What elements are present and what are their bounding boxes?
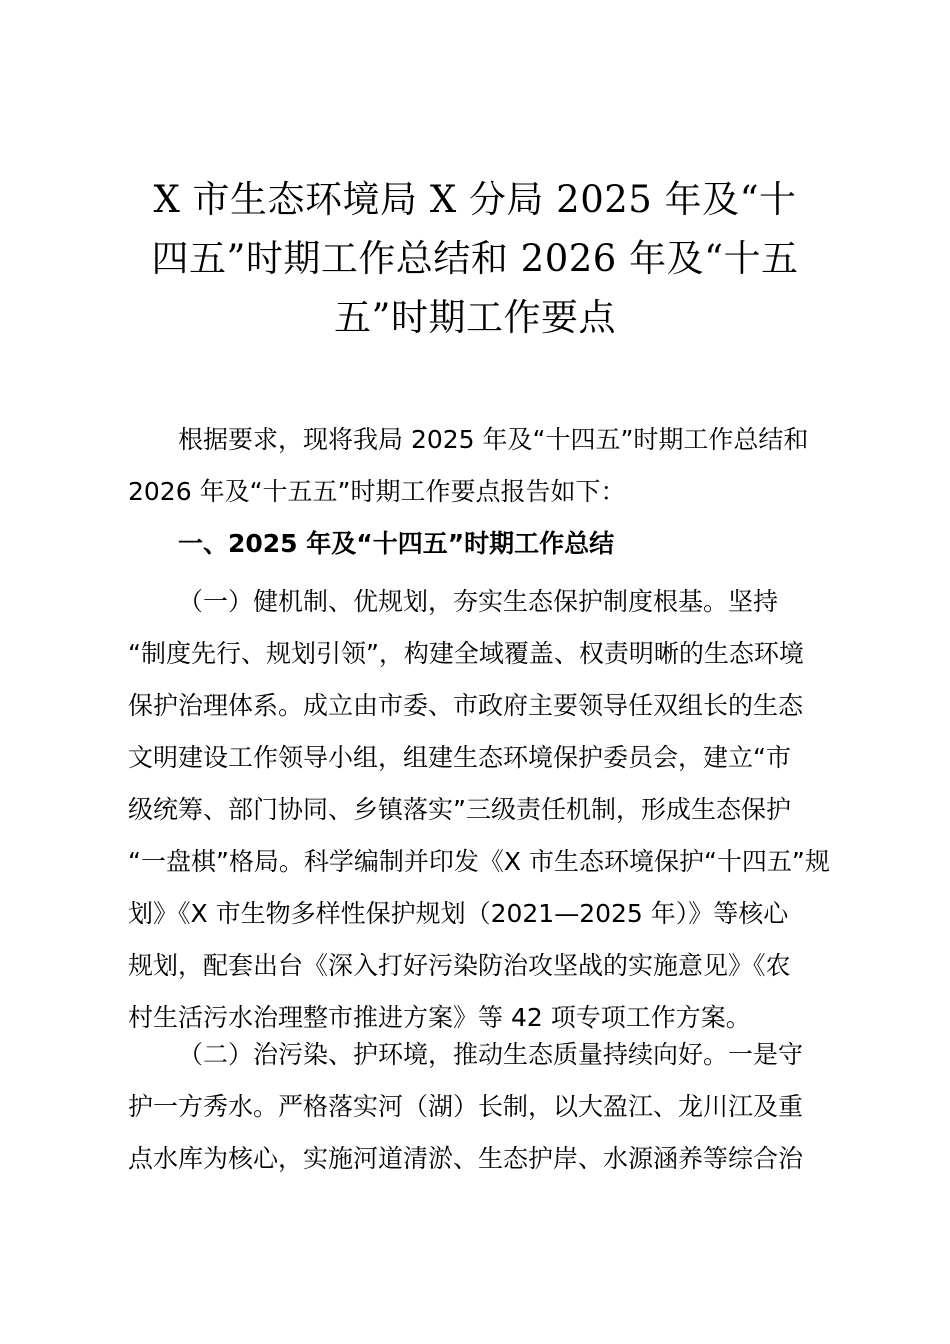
text-line: 护一方秀水。严格落实河（湖）长制，以大盈江、龙川江及重 <box>128 1092 804 1121</box>
text-line: 规划，配套出台《深入打好污染防治攻坚战的实施意见》《农 <box>128 951 791 980</box>
text-line: 根据要求，现将我局 2025 年及“十四五”时期工作总结和 <box>178 425 809 454</box>
text-line: 保护治理体系。成立由市委、市政府主要领导任双组长的生态 <box>128 691 804 720</box>
text-line: 划》《X 市生物多样性保护规划（2021—2025 年）》等核心 <box>128 899 789 928</box>
section-heading <box>128 518 828 570</box>
document-title <box>120 170 830 347</box>
text-line: 村生活污水治理整市推进方案》等 42 项专项工作方案。 <box>128 1003 751 1032</box>
title-line: X 市生态环境局 X 分局 2025 年及“十 <box>153 178 797 221</box>
paragraph-1 <box>128 576 828 1044</box>
text-line: “一盘棋”格局。科学编制并印发《X 市生态环境保护“十四五”规 <box>128 847 830 876</box>
text-line: 2026 年及“十五五”时期工作要点报告如下： <box>128 477 626 506</box>
title-line: 五”时期工作要点 <box>334 296 616 339</box>
text-line: （二）治污染、护环境，推动生态质量持续向好。一是守 <box>178 1040 804 1069</box>
title-line: 四五”时期工作总结和 2026 年及“十五 <box>151 237 799 280</box>
text-line: 文明建设工作领导小组，组建生态环境保护委员会，建立“市 <box>128 743 791 772</box>
text-line: 点水库为核心，实施河道清淤、生态护岸、水源涵养等综合治 <box>128 1144 804 1173</box>
text-line: 级统筹、部门协同、乡镇落实”三级责任机制，形成生态保护 <box>128 795 791 824</box>
paragraph-2 <box>128 1029 828 1185</box>
heading-text: 一、2025 年及“十四五”时期工作总结 <box>178 529 615 558</box>
text-line: （一）健机制、优规划，夯实生态保护制度根基。坚持 <box>178 587 779 616</box>
text-line: “制度先行、规划引领”，构建全域覆盖、权责明晰的生态环境 <box>128 639 804 668</box>
intro-paragraph <box>128 414 828 518</box>
